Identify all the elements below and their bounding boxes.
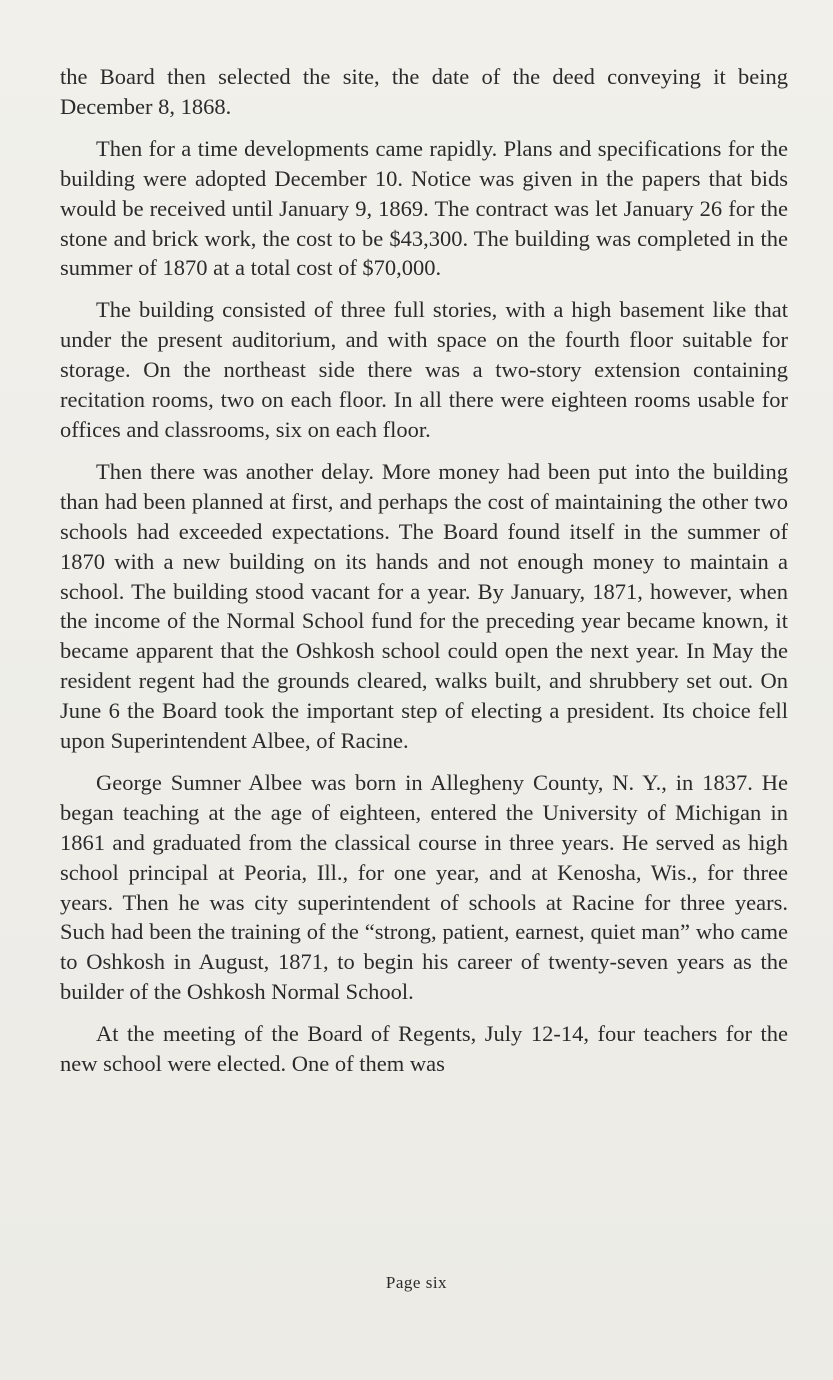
paragraph-1: the Board then selected the site, the date of the deed conveying it being December 8, 1868. bbox=[60, 64, 788, 119]
paragraph-5: George Sumner Albee was born in Allegheny County, N. Y., in 1837. He began teaching at the age of eighteen, entered the University of Michigan in 1861 and graduated from the classical course in three years. He served as high school principal at Peoria, Ill., for one year, and at Kenosha, Wis., for three years. Then he was city superintendent of schools at Racine for three years. Such had been the training of the “strong, patient, earnest, quiet man” who came to Oshkosh in August, 1871, to begin his career of twenty-seven years as the builder of the Oshkosh Normal School. bbox=[60, 769, 788, 1005]
body-text bbox=[60, 62, 788, 1079]
paragraph-6: At the meeting of the Board of Regents, July 12-14, four teachers for the new school were elected. One of them was bbox=[60, 1021, 788, 1077]
paragraph-4: Then there was another delay. More money had been put into the building than had been planned at first, and perhaps the cost of maintaining the other two schools had exceeded expectations. The Board found itself in the summer of 1870 with a new building on its hands and not enough money to maintain a school. The building stood vacant for a year. By January, 1871, however, when the income of the Normal School fund for the preceding year became known, it became apparent that the Oshkosh school could open the next year. In May the resident regent had the grounds cleared, walks built, and shrubbery set out. On June 6 the Board took the important step of electing a president. Its choice fell upon Superintendent Albee, of Racine. bbox=[60, 458, 788, 754]
paragraph-2: Then for a time developments came rapidly. Plans and specifications for the building were adopted December 10. Notice was given in the papers that bids would be received until January 9, 1869. The contract was let January 26 for the stone and brick work, the cost to be $43,300. The building was completed in the summer of 1870 at a total cost of $70,000. bbox=[60, 135, 788, 281]
page-number: Page six bbox=[385, 1273, 448, 1292]
paragraph-3: The building consisted of three full stories, with a high basement like that under the present auditorium, and with space on the fourth floor suitable for storage. On the northeast side there was a two-story extension containing recitation rooms, two on each floor. In all there were eighteen rooms usable for offices and classrooms, six on each floor. bbox=[60, 297, 788, 442]
